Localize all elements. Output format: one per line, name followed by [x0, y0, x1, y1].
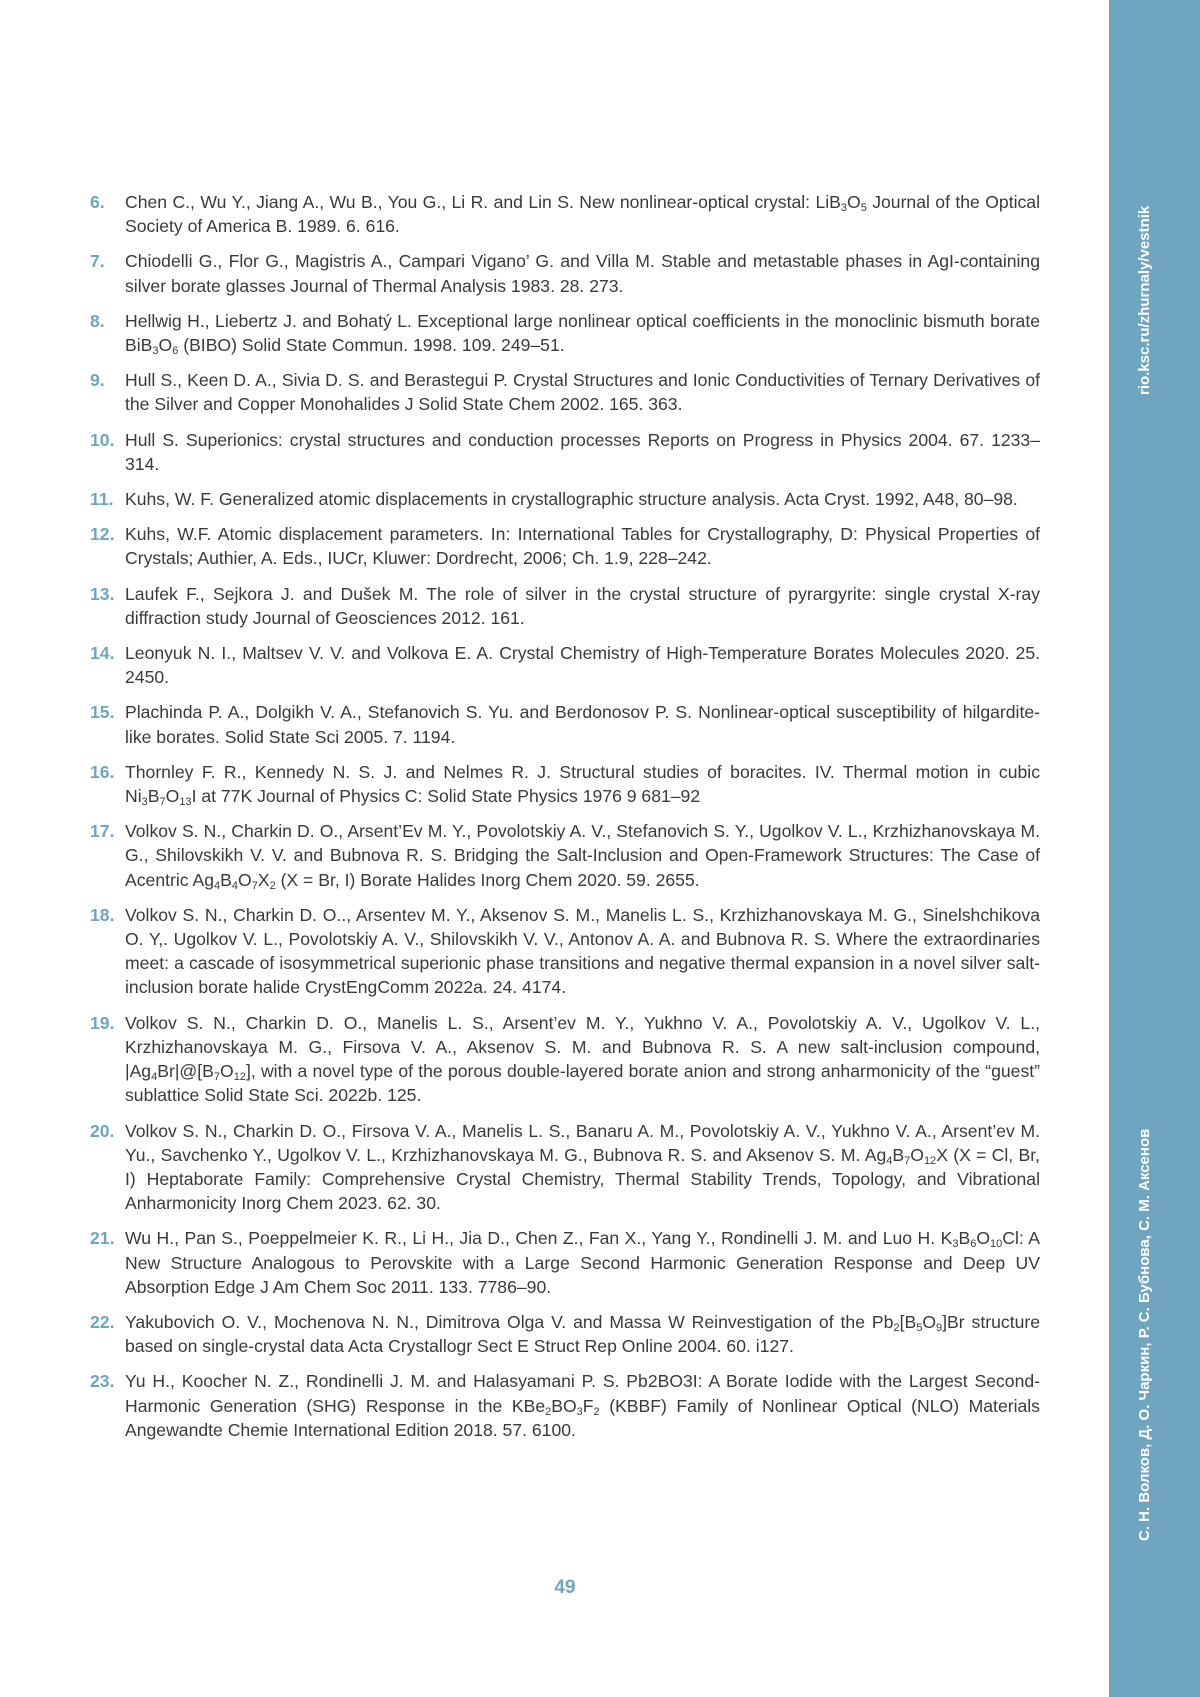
reference-text: [125, 762, 1040, 806]
reference-segment: (KBBF) Family of Nonlinear Optical (NLO) Materials Angewandte Chemie International Edition 2018. 57. 6100.: [125, 1396, 1040, 1440]
reference-segment: Br|@[B: [157, 1061, 214, 1081]
reference-segment: I at 77K Journal of Physics C: Solid State Physics 1976 9 681–92: [192, 786, 701, 806]
subscript: 4: [886, 1155, 892, 1167]
subscript: 9: [936, 1322, 942, 1334]
reference-item: [90, 760, 1040, 808]
reference-segment: [B: [900, 1312, 917, 1332]
reference-number: 22.: [90, 1310, 114, 1334]
subscript: 2: [893, 1322, 899, 1334]
subscript: 12: [924, 1155, 936, 1167]
reference-segment: Hull S., Keen D. A., Sivia D. S. and Berastegui P. Crystal Structures and Ionic Conductivities of Ternary Derivatives of the Silver and Copper Monohalides J Solid State Chem 2002. 165. 363.: [125, 370, 1040, 414]
reference-segment: Plachinda P. A., Dolgikh V. A., Stefanovich S. Yu. and Berdonosov P. S. Nonlinear-optical susceptibility of hilgardite-like borates. Solid State Sci 2005. 7. 1194.: [125, 702, 1040, 746]
reference-item: [90, 819, 1040, 892]
reference-item: [90, 1310, 1040, 1358]
reference-item: [90, 1119, 1040, 1216]
journal-url[interactable]: rio.ksc.ru/zhurnaly/vestnik: [1136, 206, 1153, 395]
reference-segment: B: [958, 1228, 970, 1248]
reference-text: [125, 702, 1040, 746]
reference-number: 17.: [90, 819, 114, 843]
reference-number: 10.: [90, 428, 114, 452]
reference-text: [125, 524, 1040, 568]
reference-segment: B: [220, 870, 232, 890]
reference-item: [90, 1011, 1040, 1108]
reference-segment: Chiodelli G., Flor G., Magistris A., Campari Vigano’ G. and Villa M. Stable and metastable phases in AgI-containing silver borate glasses Journal of Thermal Analysis 1983. 28. 273.: [125, 251, 1040, 295]
reference-text: [125, 251, 1040, 295]
reference-item: [90, 190, 1040, 238]
reference-segment: Leonyuk N. I., Maltsev V. V. and Volkova E. A. Crystal Chemistry of High-Temperature Borates Molecules 2020. 25. 2450.: [125, 643, 1040, 687]
reference-text: [125, 1371, 1040, 1439]
subscript: 13: [179, 796, 191, 808]
reference-number: 7.: [90, 249, 105, 273]
reference-item: [90, 903, 1040, 1000]
reference-segment: B: [148, 786, 160, 806]
reference-number: 14.: [90, 641, 114, 665]
reference-text: [125, 311, 1040, 355]
reference-segment: O: [976, 1228, 990, 1248]
reference-text: [125, 584, 1040, 628]
reference-segment: Kuhs, W. F. Generalized atomic displacements in crystallographic structure analysis. Acta Cryst. 1992, A48, 80–98.: [125, 489, 1018, 509]
reference-segment: BO: [551, 1396, 576, 1416]
reference-number: 11.: [90, 487, 114, 511]
reference-segment: O: [922, 1312, 936, 1332]
reference-item: [90, 368, 1040, 416]
reference-number: 20.: [90, 1119, 114, 1143]
reference-list: [90, 190, 1040, 1453]
reference-text: [125, 1121, 1040, 1214]
subscript: 10: [990, 1238, 1002, 1250]
reference-segment: B: [892, 1145, 904, 1165]
subscript: 2: [545, 1406, 551, 1418]
reference-item: [90, 487, 1040, 511]
reference-number: 13.: [90, 582, 114, 606]
subscript: 3: [841, 202, 847, 214]
reference-segment: Thornley F. R., Kennedy N. S. J. and Nelmes R. J. Structural studies of boracites. IV. Thermal motion in cubic Ni: [125, 762, 1040, 806]
reference-number: 12.: [90, 522, 114, 546]
reference-segment: X: [258, 870, 270, 890]
reference-segment: (BIBO) Solid State Commun. 1998. 109. 249–51.: [178, 335, 564, 355]
reference-segment: Volkov S. N., Charkin D. O.., Arsentev M. Y., Aksenov S. M., Manelis L. S., Krzhizhanovskaya M. G., Sinelshchikova O. Y,. Ugolkov V. L., Povolotskiy A. V., Shilovskikh V. V., Antonov A. A. and Bubnova R. S. Where the extraordinaries meet: a cascade of isosymmetrical superionic phase transitions and negative thermal expansion in a novel silver salt-inclusion borate halide CrystEngComm 2022a. 24. 4174.: [125, 905, 1040, 998]
running-authors: С. Н. Волков, Д. О. Чаркин, Р. С. Бубнова, С. М. Аксенов: [1136, 1129, 1153, 1541]
reference-text: [125, 821, 1040, 889]
reference-item: [90, 641, 1040, 689]
reference-segment: Volkov S. N., Charkin D. O., Arsent’Ev M. Y., Povolotskiy A. V., Stefanovich S. Y., Ugolkov V. L., Krzhizhanovskaya M. G., Shilovskikh V. V. and Bubnova R. S. Bridging the Salt-Inclusion and Open-Framework Structures: The Case of Acentric Ag: [125, 821, 1040, 889]
subscript: 3: [152, 345, 158, 357]
reference-segment: X (X = Cl, Br, I) Heptaborate Family: Comprehensive Crystal Chemistry, Thermal Stability Trends, Topology, and Vibrational Anharmonicity Inorg Chem 2023. 62. 30.: [125, 1145, 1040, 1213]
reference-segment: O: [220, 1061, 234, 1081]
subscript: 6: [970, 1238, 976, 1250]
reference-segment: Cl: A New Structure Analogous to Perovskite with a Large Second Harmonic Generation Response and Deep UV Absorption Edge J Am Chem Soc 2011. 133. 7786–90.: [125, 1228, 1040, 1296]
reference-segment: Wu H., Pan S., Poeppelmeier K. R., Li H., Jia D., Chen Z., Fan X., Yang Y., Rondinelli J. M. and Luo H. K: [125, 1228, 952, 1248]
reference-segment: O: [238, 870, 252, 890]
reference-segment: ]Br structure based on single-crystal data Acta Crystallogr Sect E Struct Rep Online 2004. 60. i127.: [125, 1312, 1040, 1356]
reference-text: [125, 1312, 1040, 1356]
reference-segment: Chen C., Wu Y., Jiang A., Wu B., You G., Li R. and Lin S. New nonlinear-optical crystal: LiB: [125, 192, 841, 212]
subscript: 2: [270, 880, 276, 892]
reference-number: 8.: [90, 309, 105, 333]
subscript: 2: [594, 1406, 600, 1418]
subscript: 4: [151, 1071, 157, 1083]
reference-number: 18.: [90, 903, 114, 927]
reference-segment: Laufek F., Sejkora J. and Dušek M. The role of silver in the crystal structure of pyrargyrite: single crystal X-ray diffraction study Journal of Geosciences 2012. 161.: [125, 584, 1040, 628]
subscript: 4: [232, 880, 238, 892]
subscript: 3: [142, 796, 148, 808]
subscript: 5: [916, 1322, 922, 1334]
reference-number: 21.: [90, 1226, 114, 1250]
reference-segment: Volkov S. N., Charkin D. O., Manelis L. S., Arsent’ev M. Y., Yukhno V. A., Povolotskiy A. V., Ugolkov V. L., Krzhizhanovskaya M. G., Firsova V. A., Aksenov S. M. and Bubnova R. S. A new salt-inclusion compound, |Ag: [125, 1013, 1040, 1081]
reference-segment: Yakubovich O. V., Mochenova N. N., Dimitrova Olga V. and Massa W Reinvestigation of the Pb: [125, 1312, 893, 1332]
reference-number: 9.: [90, 368, 105, 392]
reference-segment: Kuhs, W.F. Atomic displacement parameters. In: International Tables for Crystallography, D: Physical Properties of Crystals; Authier, A. Eds., IUCr, Kluwer: Dordrecht, 2006; Ch. 1.9, 228–242.: [125, 524, 1040, 568]
reference-number: 15.: [90, 700, 114, 724]
reference-item: [90, 700, 1040, 748]
reference-segment: Yu H., Koocher N. Z., Rondinelli J. M. and Halasyamani P. S. Pb2BO3I: A Borate Iodide with the Largest Second-Harmonic Generation (SHG) Response in the KBe: [125, 1371, 1040, 1415]
reference-segment: Hull S. Superionics: crystal structures and conduction processes Reports on Progress in Physics 2004. 67. 1233–314.: [125, 430, 1040, 474]
reference-segment: F: [583, 1396, 594, 1416]
reference-number: 19.: [90, 1011, 114, 1035]
reference-text: [125, 430, 1040, 474]
reference-text: [125, 643, 1040, 687]
subscript: 5: [861, 202, 867, 214]
subscript: 7: [160, 796, 166, 808]
reference-number: 16.: [90, 760, 114, 784]
reference-text: [125, 370, 1040, 414]
subscript: 12: [234, 1071, 246, 1083]
subscript: 4: [214, 880, 220, 892]
subscript: 7: [252, 880, 258, 892]
reference-text: [125, 1228, 1040, 1296]
reference-segment: O: [159, 335, 173, 355]
subscript: 6: [172, 345, 178, 357]
subscript: 7: [904, 1155, 910, 1167]
reference-item: [90, 309, 1040, 357]
reference-segment: O: [910, 1145, 924, 1165]
reference-segment: Hellwig H., Liebertz J. and Bohatý L. Exceptional large nonlinear optical coefficients in the monoclinic bismuth borate BiB: [125, 311, 1040, 355]
reference-segment: Journal of the Optical Society of America B. 1989. 6. 616.: [125, 192, 1040, 236]
reference-text: [125, 1013, 1040, 1106]
reference-text: [125, 905, 1040, 998]
reference-text: [125, 192, 1040, 236]
reference-item: [90, 249, 1040, 297]
subscript: 7: [214, 1071, 220, 1083]
page-number: 49: [0, 1577, 1130, 1599]
reference-segment: (X = Br, I) Borate Halides Inorg Chem 2020. 59. 2655.: [276, 870, 700, 890]
reference-item: [90, 428, 1040, 476]
reference-segment: ], with a novel type of the porous double-layered borate anion and strong anharmonicity of the “guest” sublattice Solid State Sci. 2022b. 125.: [125, 1061, 1040, 1105]
reference-number: 6.: [90, 190, 105, 214]
reference-item: [90, 522, 1040, 570]
reference-item: [90, 1226, 1040, 1299]
reference-item: [90, 582, 1040, 630]
reference-segment: Volkov S. N., Charkin D. O., Firsova V. A., Manelis L. S., Banaru A. M., Povolotskiy A. V., Yukhno V. A., Arsent’ev M. Yu., Savchenko Y., Ugolkov V. L., Krzhizhanovskaya M. G., Bubnova R. S. and Aksenov S. M. Ag: [125, 1121, 1040, 1165]
reference-number: 23.: [90, 1369, 114, 1393]
sidebar-band: [1109, 0, 1200, 1697]
subscript: 3: [577, 1406, 583, 1418]
reference-segment: O: [847, 192, 861, 212]
reference-segment: O: [166, 786, 180, 806]
subscript: 3: [952, 1238, 958, 1250]
reference-text: [125, 489, 1018, 509]
reference-item: [90, 1369, 1040, 1442]
